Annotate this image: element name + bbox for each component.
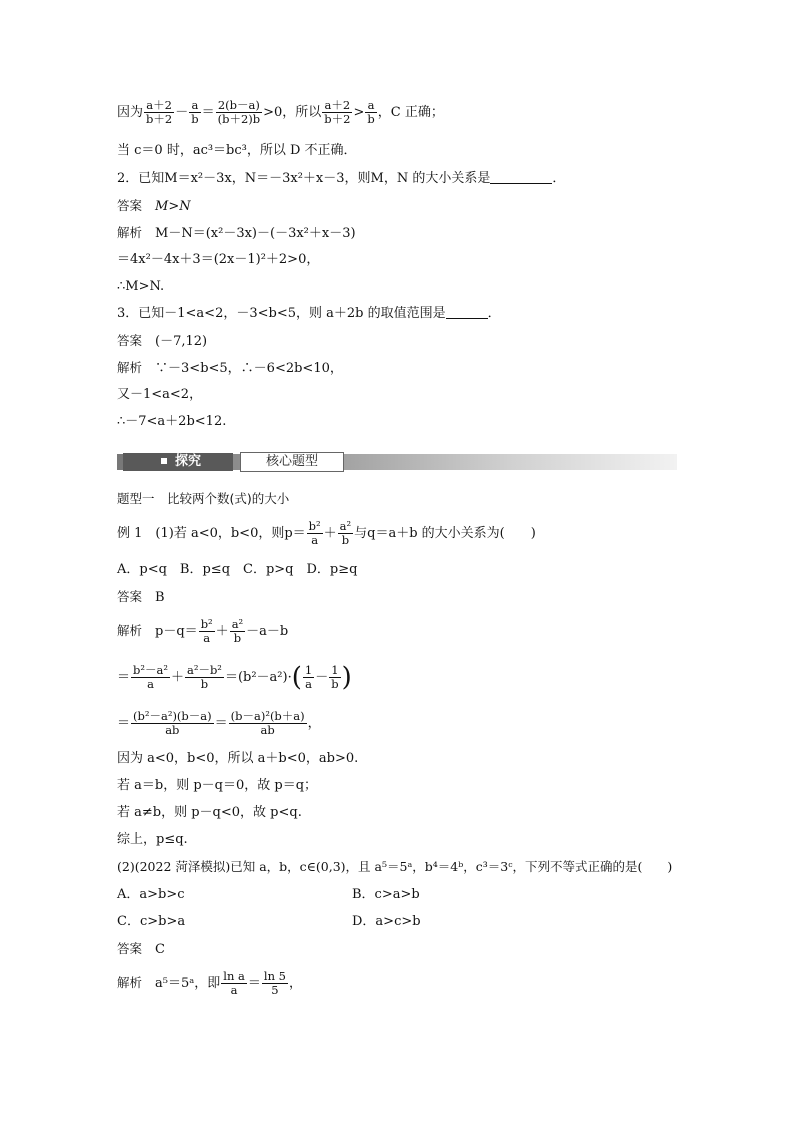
solution-line [117, 664, 352, 691]
numerator: (b－a)²(b＋a) [230, 709, 305, 723]
numerator: a²－b² [186, 663, 222, 677]
solution-line [117, 360, 343, 377]
denominator: 5 [271, 983, 279, 997]
text: a⁵＝5ᵃ，即 [155, 976, 221, 991]
denominator: b [200, 677, 209, 691]
fraction [216, 99, 263, 126]
solution-line: 因为 a<0，b<0，所以 a＋b<0，ab>0. [117, 751, 359, 766]
text: p－q＝ [155, 624, 198, 639]
question-3 [117, 306, 501, 322]
answer-line [117, 941, 165, 958]
fraction [189, 99, 200, 126]
denominator: ab [260, 723, 275, 737]
solution-line-fraction-compare [117, 99, 444, 126]
banner-right: 核心题型 [240, 452, 344, 472]
numerator: b²－a² [133, 663, 168, 677]
text: － [175, 105, 189, 120]
right-paren: ) [341, 662, 352, 693]
numerator: a [189, 99, 200, 113]
text: 因为 [117, 105, 144, 120]
text: >0，所以 [263, 105, 322, 120]
fraction [144, 99, 174, 126]
solution-line: 综上，p≤q. [117, 832, 188, 847]
denominator: (b＋2)b [217, 112, 261, 126]
numerator: ln 5 [263, 969, 286, 983]
banner-left-text: 探究 [175, 454, 202, 469]
solution-line [117, 225, 356, 242]
fraction [307, 520, 323, 547]
text: ＝ [117, 670, 131, 685]
denominator: b [367, 112, 375, 126]
solution-line [117, 970, 302, 997]
text: > [353, 105, 365, 120]
numerator: ln a [223, 969, 245, 983]
text: ＝ [247, 976, 261, 991]
question-text: 3．已知－1<a<2，－3<b<5，则 a＋2b 的取值范围是 [117, 306, 446, 321]
solution-line: ＝4x²－4x＋3＝(2x－1)²＋2>0， [117, 252, 320, 267]
fraction [338, 520, 353, 547]
denominator: b＋2 [146, 112, 173, 126]
answer-label: 答案 [117, 333, 143, 348]
numerator: 1 [329, 664, 340, 678]
solution-line: 若 a≠b，则 p－q<0，故 p<q. [117, 805, 302, 820]
option-d: D．a>c>b [352, 914, 421, 929]
option-b: B．c>a>b [352, 887, 420, 902]
solution-text: M－N＝(x²－3x)－(－3x²＋x－3) [155, 226, 356, 241]
fraction [229, 710, 307, 737]
left-paren: ( [291, 662, 302, 693]
fraction [365, 99, 376, 126]
topic-title-text: 题型一 比较两个数(式)的大小 [117, 491, 290, 506]
solution-line: ∴－7<a＋2b<12. [117, 414, 227, 429]
question-2 [117, 171, 565, 187]
fraction [262, 970, 288, 997]
denominator: b＋2 [324, 112, 351, 126]
denominator: ab [165, 723, 180, 737]
denominator: b [331, 677, 339, 691]
answer-line [117, 198, 191, 215]
numerator: 2(b－a) [216, 99, 263, 113]
text: ＝(b²－a²)· [224, 670, 292, 685]
answer-label: 答案 [117, 941, 143, 956]
banner-left [123, 453, 233, 471]
numerator: a [365, 99, 376, 113]
option-a: A．a>b>c [117, 887, 185, 902]
fraction [185, 664, 224, 691]
numerator: b² [200, 617, 213, 631]
answer-blank [490, 171, 552, 184]
answer-label: 答案 [117, 198, 143, 213]
numerator: a² [339, 519, 352, 533]
answer-blank [446, 306, 488, 319]
numerator: a＋2 [322, 99, 352, 113]
text: 与q＝a＋b 的大小关系为( ) [354, 526, 536, 541]
fraction [199, 618, 215, 645]
solution-line: ∴M>N. [117, 279, 165, 294]
example-1-part-2-question: (2)(2022 菏泽模拟)已知 a，b，c∈(0,3)，且 a⁵＝5ᵃ，b⁴＝4ᵇ，c³＝3ᶜ，下列不等式正确的是( ) [117, 859, 673, 874]
text: ＝ [201, 105, 215, 120]
fraction [322, 99, 352, 126]
fraction [131, 664, 170, 691]
option-c: C．c>b>a [117, 914, 186, 929]
text: ＝ [214, 716, 228, 731]
square-icon [161, 458, 167, 464]
numerator: a＋2 [144, 99, 174, 113]
solution-line: 若 a＝b，则 p－q＝0，故 p＝q； [117, 778, 318, 793]
answer-value: M>N [155, 199, 191, 214]
numerator: b² [308, 519, 321, 533]
text: ． [552, 171, 566, 186]
denominator: a [305, 677, 312, 691]
numerator: (b²－a²)(b－a) [133, 709, 212, 723]
text: ，C 正确； [377, 105, 444, 120]
numerator: a² [231, 617, 244, 631]
text: ， [288, 976, 302, 991]
text: ． [487, 306, 501, 321]
solution-text: ∵－3<b<5，∴－6<2b<10， [155, 361, 343, 376]
text: ＋ [323, 526, 337, 541]
denominator: b [341, 533, 350, 547]
denominator: b [233, 631, 242, 645]
denominator: a [147, 677, 154, 691]
text: －a－b [246, 624, 289, 639]
answer-line [117, 333, 207, 350]
denominator: a [311, 533, 319, 547]
text: ， [307, 716, 321, 731]
text: 例 1 (1)若 a<0，b<0，则p＝ [117, 526, 306, 541]
text: ＋ [170, 670, 184, 685]
solution-line [117, 618, 288, 645]
numerator: 1 [304, 663, 313, 677]
example-1-question [117, 520, 536, 547]
solution-line: 当 c＝0 时，ac³＝bc³，所以 D 不正确． [117, 143, 357, 158]
solution-line [117, 710, 321, 737]
text: ＋ [215, 624, 229, 639]
topic-title [117, 491, 289, 508]
fraction [221, 970, 247, 997]
denominator: a [203, 631, 211, 645]
answer-value: B [155, 590, 165, 605]
solution-label: 解析 [117, 623, 143, 638]
answer-line [117, 589, 165, 606]
fraction [131, 710, 214, 737]
answer-value: C [155, 942, 165, 957]
solution-label: 解析 [117, 975, 143, 990]
text: ＝ [117, 716, 131, 731]
answer-label: 答案 [117, 589, 143, 604]
example-1-options: A．p<q B．p≤q C．p>q D．p≥q [117, 562, 358, 577]
denominator: a [230, 983, 238, 997]
fraction [230, 618, 245, 645]
solution-line: 又－1<a<2， [117, 387, 203, 402]
solution-label: 解析 [117, 360, 143, 375]
section-banner [117, 451, 677, 473]
fraction [303, 664, 314, 691]
fraction [329, 664, 340, 691]
denominator: b [191, 112, 199, 126]
solution-label: 解析 [117, 225, 143, 240]
text: － [315, 670, 329, 685]
question-text: 2．已知M＝x²－3x，N＝－3x²＋x－3，则M，N 的大小关系是 [117, 171, 491, 186]
answer-value: (－7,12) [155, 334, 208, 349]
